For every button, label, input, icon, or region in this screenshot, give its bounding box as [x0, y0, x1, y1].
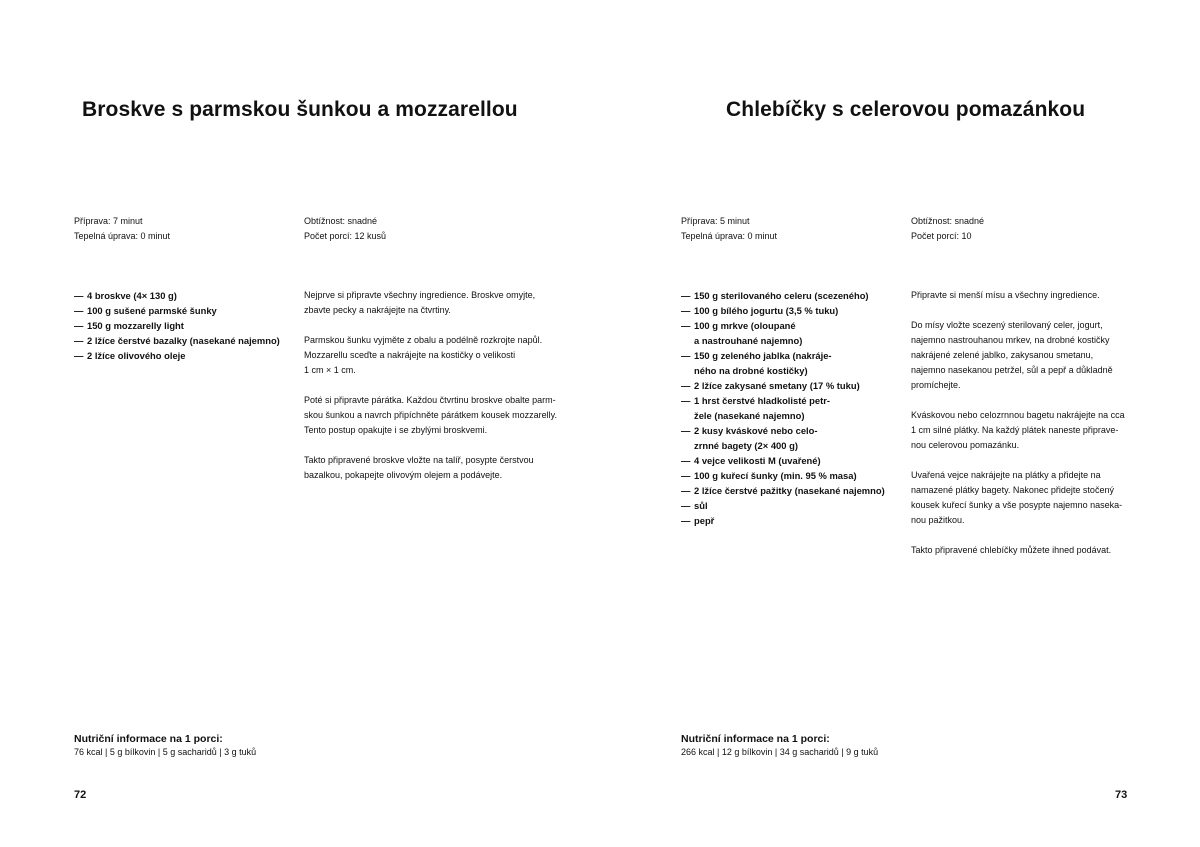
prep-time: Příprava: 7 minut	[74, 216, 143, 226]
ingredient-line: 1 hrst čerstvé hladkolisté petr-	[694, 395, 830, 406]
instruction-line: najemno nasekanou petržel, sůl a pepř a důkladně	[911, 365, 1113, 375]
ingredient-item	[74, 318, 299, 333]
ingredient-list	[74, 288, 299, 363]
ingredient-item	[74, 333, 299, 348]
list-dash: —	[681, 455, 691, 466]
ingredient-line: žele (nasekané najemno)	[694, 410, 805, 421]
instruction-line: nou pažitkou.	[911, 515, 965, 525]
ingredient-line: pepř	[694, 515, 715, 526]
instruction-paragraph	[304, 393, 564, 438]
instruction-line: Připravte si menší mísu a všechny ingredience.	[911, 290, 1100, 300]
ingredient-item	[74, 288, 299, 303]
instruction-paragraph	[911, 468, 1171, 528]
ingredient-item	[74, 303, 299, 318]
instruction-paragraph	[911, 408, 1171, 453]
ingredient-item	[74, 348, 299, 363]
servings: Počet porcí: 12 kusů	[304, 231, 387, 241]
instruction-line: kousek kuřecí šunky a vše posypte najemno naseka-	[911, 500, 1123, 510]
ingredient-line: 2 lžíce olivového oleje	[87, 350, 186, 361]
ingredient-line: 2 lžíce zakysané smetany (17 % tuku)	[694, 380, 860, 391]
ingredient-item	[681, 303, 906, 318]
ingredient-item	[681, 288, 906, 303]
ingredient-item	[681, 468, 906, 483]
ingredient-item	[681, 498, 906, 513]
nutrition-info	[74, 733, 256, 759]
instruction-line: Mozzarellu sceďte a nakrájejte na kostičky o velikosti	[304, 350, 516, 360]
instruction-line: promíchejte.	[911, 380, 961, 390]
instruction-paragraph	[911, 288, 1171, 303]
ingredient-line: 2 kusy kváskové nebo celo-	[694, 425, 818, 436]
ingredient-line: 100 g kuřecí šunky (min. 95 % masa)	[694, 470, 857, 481]
instruction-line: 1 cm × 1 cm.	[304, 365, 356, 375]
page-number: 72	[74, 789, 87, 801]
page-number: 73	[1115, 789, 1128, 801]
list-dash: —	[681, 305, 691, 316]
list-dash: —	[681, 320, 691, 331]
ingredient-line: zrnné bagety (2× 400 g)	[694, 440, 798, 451]
recipe-title: Chlebíčky s celerovou pomazánkou	[726, 98, 1086, 121]
ingredient-line: a nastrouhané najemno)	[694, 335, 803, 346]
instruction-line: Poté si připravte párátka. Každou čtvrtinu broskve obalte parm-	[304, 395, 556, 405]
list-dash: —	[681, 380, 691, 391]
recipe-title: Broskve s parmskou šunkou a mozzarellou	[82, 98, 518, 121]
ingredient-item	[681, 483, 906, 498]
ingredient-item	[681, 513, 906, 528]
instruction-line: skou šunkou a navrch připíchněte párátkem kousek mozzarelly.	[304, 410, 557, 420]
meta-difficulty	[304, 214, 386, 244]
instruction-line: Uvařená vejce nakrájejte na plátky a přidejte na	[911, 470, 1101, 480]
instructions	[304, 288, 564, 498]
list-dash: —	[74, 290, 84, 301]
nutrition-values: 76 kcal | 5 g bílkovin | 5 g sacharidů | 3 g tuků	[74, 747, 257, 757]
ingredient-line: 4 broskve (4× 130 g)	[87, 290, 177, 301]
ingredient-list	[681, 288, 906, 528]
instruction-line: nou celerovou pomazánku.	[911, 440, 1020, 450]
ingredient-line: 4 vejce velikosti M (uvařené)	[694, 455, 821, 466]
meta-difficulty	[911, 214, 984, 244]
cook-time: Tepelná úprava: 0 minut	[74, 231, 171, 241]
ingredient-item	[681, 453, 906, 468]
instruction-line: bazalkou, pokapejte olivovým olejem a podávejte.	[304, 470, 503, 480]
ingredient-item	[681, 318, 906, 348]
instructions	[911, 288, 1171, 573]
ingredient-line: 100 g sušené parmské šunky	[87, 305, 217, 316]
ingredient-line: 100 g bílého jogurtu (3,5 % tuku)	[694, 305, 839, 316]
instruction-line: nakrájené zelené jablko, zakysanou smetanu,	[911, 350, 1094, 360]
meta-time	[681, 214, 777, 244]
instruction-line: namazené plátky bagety. Nakonec přidejte stočený	[911, 485, 1114, 495]
list-dash: —	[681, 470, 691, 481]
instruction-line: 1 cm silné plátky. Na každý plátek naneste připrave-	[911, 425, 1119, 435]
list-dash: —	[681, 290, 691, 301]
ingredient-line: 150 g zeleného jablka (nakráje-	[694, 350, 832, 361]
instruction-line: zbavte pecky a nakrájejte na čtvrtiny.	[304, 305, 451, 315]
instruction-line: najemno nastrouhanou mrkev, na drobné kostičky	[911, 335, 1110, 345]
nutrition-info	[681, 733, 878, 759]
list-dash: —	[681, 500, 691, 511]
instruction-line: Takto připravené chlebíčky můžete ihned podávat.	[911, 545, 1112, 555]
instruction-line: Tento postup opakujte i se zbylými broskvemi.	[304, 425, 488, 435]
instruction-line: Takto připravené broskve vložte na talíř, posypte čerstvou	[304, 455, 534, 465]
ingredient-item	[681, 393, 906, 423]
ingredient-line: sůl	[694, 500, 708, 511]
servings: Počet porcí: 10	[911, 231, 972, 241]
ingredient-item	[681, 348, 906, 378]
list-dash: —	[681, 515, 691, 526]
list-dash: —	[74, 350, 84, 361]
list-dash: —	[74, 305, 84, 316]
list-dash: —	[681, 395, 691, 406]
difficulty: Obtížnost: snadné	[304, 216, 378, 226]
ingredient-line: 150 g sterilovaného celeru (scezeného)	[694, 290, 869, 301]
nutrition-values: 266 kcal | 12 g bílkovin | 34 g sacharidů | 9 g tuků	[681, 747, 879, 757]
instruction-line: Kváskovou nebo celozrnnou bagetu nakrájejte na cca	[911, 410, 1125, 420]
ingredient-line: 2 lžíce čerstvé bazalky (nasekané najemno)	[87, 335, 280, 346]
nutrition-heading: Nutriční informace na 1 porci:	[74, 733, 223, 745]
list-dash: —	[681, 485, 691, 496]
instruction-line: Nejprve si připravte všechny ingredience. Broskve omyjte,	[304, 290, 536, 300]
instruction-paragraph	[911, 318, 1171, 393]
instruction-paragraph	[304, 288, 564, 318]
meta-time	[74, 214, 170, 244]
ingredient-item	[681, 378, 906, 393]
ingredient-line: 100 g mrkve (oloupané	[694, 320, 796, 331]
instruction-line: Parmskou šunku vyjměte z obalu a podélně rozkrojte napůl.	[304, 335, 543, 345]
instruction-paragraph	[304, 333, 564, 378]
ingredient-line: 150 g mozzarelly light	[87, 320, 184, 331]
prep-time: Příprava: 5 minut	[681, 216, 750, 226]
list-dash: —	[681, 350, 691, 361]
ingredient-item	[681, 423, 906, 453]
list-dash: —	[74, 320, 84, 331]
ingredient-line: ného na drobné kostičky)	[694, 365, 808, 376]
list-dash: —	[74, 335, 84, 346]
ingredient-line: 2 lžíce čerstvé pažitky (nasekané najemno)	[694, 485, 885, 496]
right-page	[600, 0, 1200, 847]
instruction-paragraph	[911, 543, 1171, 558]
instruction-line: Do mísy vložte scezený sterilovaný celer, jogurt,	[911, 320, 1103, 330]
list-dash: —	[681, 425, 691, 436]
difficulty: Obtížnost: snadné	[911, 216, 985, 226]
nutrition-heading: Nutriční informace na 1 porci:	[681, 733, 830, 745]
instruction-paragraph	[304, 453, 564, 483]
cook-time: Tepelná úprava: 0 minut	[681, 231, 778, 241]
